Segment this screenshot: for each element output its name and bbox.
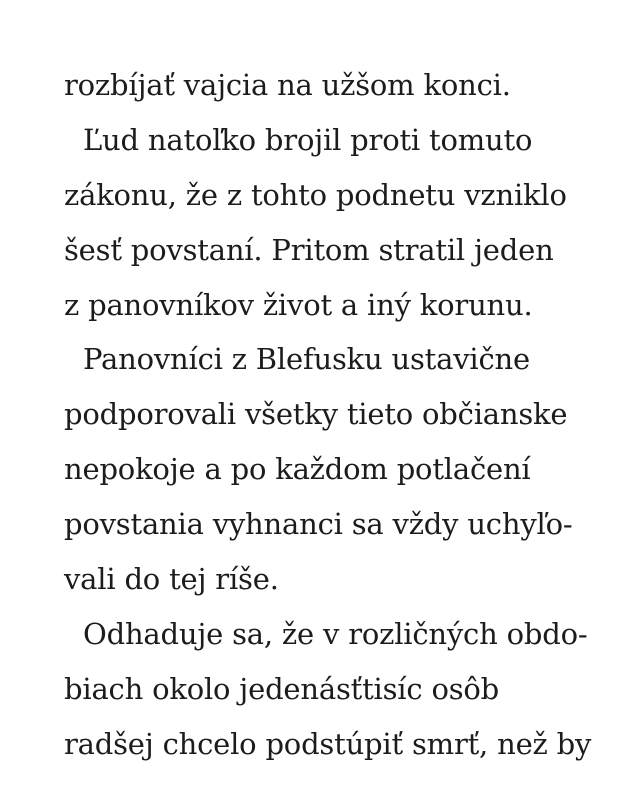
text-line: vali do tej ríše. <box>64 562 279 597</box>
body-text <box>64 58 592 772</box>
text-line: rozbíjať vajcia na užšom konci. <box>64 68 511 102</box>
text-line: biach okolo jedenásťtisíc osôb <box>64 671 500 706</box>
text-line: z panovníkov život a iný korunu. <box>64 287 533 322</box>
text-line: podporovali všetky tieto občianske <box>64 397 568 432</box>
text-line: nepokoje a po každom potlačení <box>64 452 531 487</box>
text-line: zákonu, že z tohto podnetu vzniklo <box>64 177 567 212</box>
text-line: Ľud natoľko brojil proti tomuto <box>83 122 533 157</box>
text-line: šesť povstaní. Pritom stratil jeden <box>64 232 554 267</box>
text-line: Panovníci z Blefusku ustavične <box>83 342 530 377</box>
text-line: povstania vyhnanci sa vždy uchyľo- <box>64 507 573 542</box>
text-line: radšej chcelo podstúpiť smrť, než by <box>64 726 592 761</box>
text-line: Odhaduje sa, že v rozličných obdo- <box>83 616 588 651</box>
